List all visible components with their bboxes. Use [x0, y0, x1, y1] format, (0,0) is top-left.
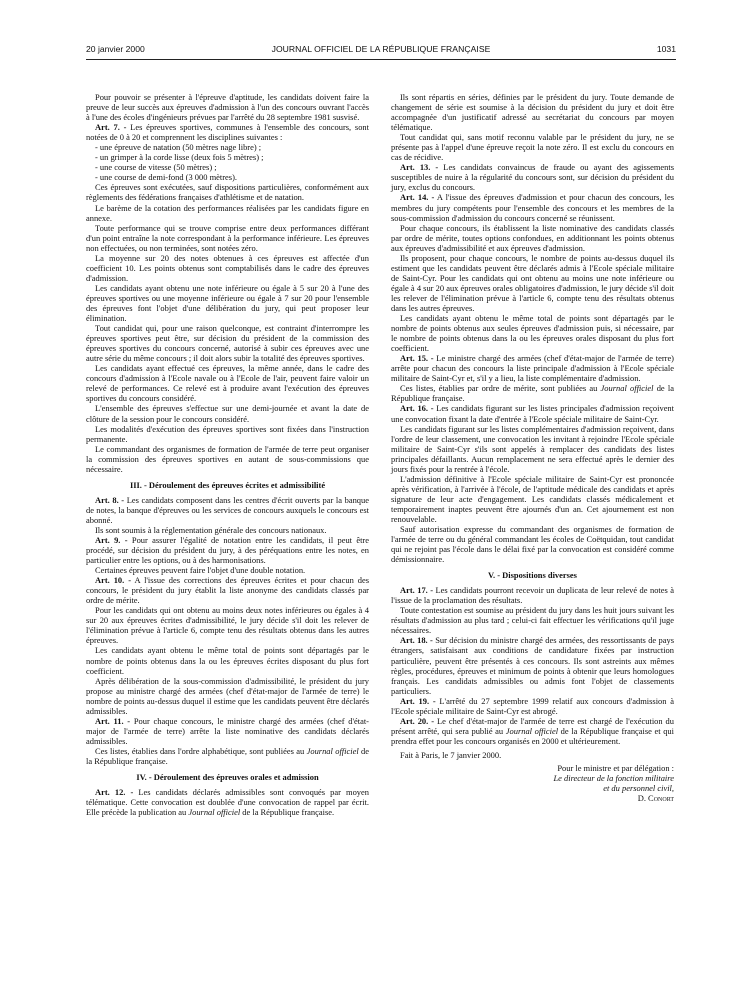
header-date: 20 janvier 2000: [86, 44, 145, 54]
article-text: Les candidats convaincus de fraude ou ayant des agissements susceptibles de nuire à la régularité du concours sont, sur décision du président du jury, exclus du concours.: [391, 162, 674, 193]
signature-title: Le directeur de la fonction militaire: [553, 773, 674, 783]
paragraph: L'admission définitive à l'Ecole spéciale militaire de Saint-Cyr est prononcée après vérification, à l'arrivée à l'école, de l'aptitude médicale des candidats et après signature de leur acte d'engagement. Les candidats classés médicalement et temporairement inaptes peuvent être ajournés d'un an. Cet ajournement est non renouvelable.: [391, 473, 674, 524]
article-label: Art. 14. -: [400, 192, 435, 203]
article-label: Art. 7. -: [95, 122, 127, 133]
list-item: - une épreuve de natation (50 mètres nage libre) ;: [95, 142, 262, 153]
paragraph: Pour les candidats qui ont obtenu au moins deux notes inférieures ou égales à 4 sur 20 aux épreuves écrites d'admissibilité, le jury décide s'il doit les relever de l'élimination prévue à l'article 6, compte tenu des résultats obtenus dans les autres épreuves.: [86, 605, 369, 646]
article-19: [391, 696, 674, 716]
paragraph: Le commandant des organismes de formation de l'armée de terre peut organiser la commission des épreuves sportives en autant de sous-commissions que nécessaire.: [86, 443, 369, 474]
paragraph: Les candidats ayant obtenu le même total de points sont départagés par le nombre de points obtenus dans la ou les épreuves écrites disposant du plus fort coefficient.: [86, 645, 369, 676]
article-15: [391, 353, 674, 383]
page-number: 1031: [656, 44, 676, 54]
signature-block: [391, 763, 674, 803]
article-12: Art. 12. - Les candidats déclarés admissibles sont convoqués par moyen télématique. Cette convocation est doublée d'une convocation de rappel par écrit. Elle précède la publication au Journal officiel de la République française.: [86, 787, 369, 818]
paragraph: Pour pouvoir se présenter à l'épreuve d'aptitude, les candidats doivent faire la preuve de leur succès aux épreuves d'admission à l'un des concours ouvrant l'accès à l'une des écoles d'ingénieurs prévues par l'arrêté du 28 septembre 1981 susvisé.: [86, 92, 369, 123]
article-text: Le ministre chargé des armées (chef d'état-major de l'armée de terre) arrête pour chacun des concours la liste principale d'admission à l'Ecole spéciale militaire de Saint-Cyr et, s'il y a lieu, la liste complémentaire d'admission.: [391, 353, 674, 384]
paragraph: Les modalités d'exécution des épreuves sportives sont fixées dans l'instruction permanente.: [86, 423, 369, 444]
paragraph: Ils sont répartis en séries, définies par le président du jury. Toute demande de changement de série est soumise à la décision du président du jury et doit être accompagnée d'un justificatif adressé au secrétariat du concours par moyen télématique.: [391, 92, 674, 133]
paragraph: Sauf autorisation expresse du commandant des organismes de formation de l'armée de terre ou du général commandant les écoles de Coëtquidan, tout candidat qui ne rejoint pas l'école dans le délai fixé par la convocation est considéré comme démissionnaire.: [391, 524, 674, 565]
article-text: Les épreuves sportives, communes à l'ensemble des concours, sont notées de 0 à 20 et comprennent les disciplines suivantes :: [86, 122, 369, 143]
article-text: Les candidats composent dans les centres d'écrit ouverts par la banque de notes, la banque d'épreuves ou les services de concours auxquels le concours est abonné.: [86, 494, 369, 525]
signature-title: et du personnel civil,: [603, 783, 674, 793]
article-17: [391, 585, 674, 605]
article-18: [391, 635, 674, 695]
article-label: Art. 20. -: [400, 715, 435, 726]
list-item: - une course de demi-fond (3 000 mètres).: [95, 172, 237, 183]
article-14: [391, 192, 674, 222]
article-9: [86, 535, 369, 565]
article-text: Sur décision du ministre chargé des armées, des ressortissants de pays étrangers, satisfaisant aux conditions de candidature fixées par instruction particulière, peuvent être présentés à ces concours. Ils sont astreints aux mêmes règles, procédures, épreuves et minimum de points à obtenir que leurs homologues français. Les candidats admissibles ou admis font l'objet de classements particuliers.: [391, 635, 674, 696]
paragraph: Tout candidat qui, pour une raison quelconque, est contraint d'interrompre les épreuves sportives peut être, sur décision du président de la commission des épreuves sportives du concours concerné, autorisé à subir ces épreuves avec une autre série du même concours ; il doit alors subir la totalité des épreuves sportives.: [86, 323, 369, 364]
journal-name: Journal officiel: [188, 807, 241, 818]
right-column: [391, 92, 674, 803]
journal-name: Journal officiel: [505, 725, 559, 736]
article-label: Art. 15. -: [400, 353, 434, 364]
article-13: [391, 162, 674, 192]
article-label: Art. 13. -: [400, 162, 439, 173]
paragraph: Les candidats ayant effectué ces épreuves, la même année, dans le cadre des concours d'admission à l'Ecole navale ou à l'Ecole de l'air, peuvent faire valoir un relevé de performances. Ce relevé est à produire avant l'exécution des épreuves sportives du concours considéré.: [86, 363, 369, 404]
list-item: - une course de vitesse (50 mètres) ;: [95, 162, 217, 173]
paragraph: Le barème de la cotation des performances réalisées par les candidats figure en annexe.: [86, 202, 369, 223]
left-column: [86, 92, 369, 817]
article-text: Le chef d'état-major de l'armée de terre est chargé de l'exécution du présent arrêté, qui sera publié au: [391, 715, 674, 736]
paragraph: La moyenne sur 20 des notes obtenues à ces épreuves est affectée d'un coefficient 10. Les points obtenus sont comptabilisés dans le cadre des épreuves d'admission.: [86, 252, 369, 283]
paragraph: Les candidats ayant obtenu le même total de points sont départagés par le nombre de points obtenus aux seules épreuves d'admission puis, si nécessaire, par le nombre de points obtenus dans la ou les épreuves orales disposant du plus fort coefficient.: [391, 313, 674, 354]
article-text: A l'issue des corrections des épreuves écrites et pour chacun des concours, le président du jury établit la liste anonyme des candidats classés par ordre de mérite.: [86, 575, 369, 606]
section-heading: IV. - Déroulement des épreuves orales et admission: [136, 772, 319, 783]
article-11: [86, 716, 369, 746]
journal-name: Journal officiel: [600, 383, 654, 394]
signatory-name: D. Conort: [637, 793, 674, 803]
article-label: Art. 9. -: [95, 534, 128, 545]
article-label: Art. 10. -: [95, 575, 132, 586]
article-text: Pour assurer l'égalité de notation entre les candidats, il peut être procédé, sur décision du président du jury, à des péréquations entre les notes, en particulier entre les options, ou à des harmonisations.: [86, 534, 369, 566]
paragraph: Les candidats figurant sur les listes complémentaires d'admission reçoivent, dans l'ordre de leur classement, une convocation les invitant à rejoindre l'Ecole spéciale militaire de Saint-Cyr s'ils sont appelés à remplacer des candidats des listes principales défaillants. Aucun remplacement ne sera effectué après le dernier des jours fixés pour la rentrée à l'école.: [391, 423, 674, 474]
article-20: Art. 20. - Le chef d'état-major de l'armée de terre est chargé de l'exécution du présent arrêté, qui sera publié au Journal officiel de la République française et qui prendra effet pour les concours organisés en 2000 et ultérieurement.: [391, 715, 674, 746]
article-10: [86, 575, 369, 605]
article-text: Pour chaque concours, le ministre chargé des armées (chef d'état-major de l'armée de terre) arrête la liste nominative des candidats déclarés admissibles.: [86, 715, 369, 746]
article-label: Art. 18. -: [400, 635, 433, 646]
article-label: Art. 17. -: [400, 585, 434, 596]
article-text: Les candidats pourront recevoir un duplicata de leur relevé de notes à l'issue de la proclamation des résultats.: [391, 585, 674, 606]
article-16: [391, 403, 674, 423]
paragraph: Certaines épreuves peuvent faire l'objet d'une double notation.: [95, 565, 306, 576]
article-label: Art. 16. -: [400, 403, 434, 414]
paragraph: L'ensemble des épreuves s'effectue sur une demi-journée et avant la date de clôture de la session pour le concours considéré.: [86, 403, 369, 424]
article-label: Art. 8. -: [95, 494, 125, 505]
article-8: [86, 495, 369, 525]
article-label: Art. 11. -: [95, 715, 131, 726]
article-text: Les candidats déclarés admissibles sont convoqués par moyen télématique. Cette convocation est doublée d'une convocation de rappel par écrit. Elle précède la publication au: [86, 787, 369, 818]
paragraph: Les candidats ayant obtenu une note inférieure ou égale à 5 sur 20 à l'une des épreuves sportives ou une moyenne inférieure ou égale à 7 sur 20 pour l'ensemble des épreuves font l'objet d'une délibération du jury, qui peut proposer leur élimination.: [86, 282, 369, 324]
header-rule: [86, 59, 676, 60]
paragraph: Ils sont soumis à la réglementation générale des concours nationaux.: [95, 524, 327, 535]
section-heading: V. - Dispositions diverses: [488, 570, 577, 581]
paragraph: Après délibération de la sous-commission d'admissibilité, le président du jury propose au ministre chargé des armées (chef d'état-major de l'armée de terre) le nombre de points au-dessus duquel il estime que les candidats peuvent être déclarés admissibles.: [86, 675, 369, 716]
article-label: Art. 12. -: [95, 787, 134, 798]
paragraph: Toute performance qui se trouve comprise entre deux performances différant d'un point entraîne la note correspondant à la performance inférieure. Les épreuves non effectuées, ou non terminées, sont notées zéro.: [86, 222, 369, 253]
page-header: [86, 44, 676, 58]
article-7: [86, 122, 369, 142]
paragraph: Ils proposent, pour chaque concours, le nombre de points au-dessus duquel ils estiment que les candidats peuvent être déclarés admis à l'Ecole spéciale militaire de Saint-Cyr. Pour les candidats qui ont obtenu au moins une note inférieure ou égale à 4 sur 20 aux épreuves orales obligatoires d'admission, le jury décide s'il doit les relever de l'élimination prévue à l'article 6, compte tenu des résultats obtenus dans les autres épreuves.: [391, 252, 674, 313]
section-heading: III. - Déroulement des épreuves écrites et admissibilité: [129, 479, 326, 490]
signing-place-date: Fait à Paris, le 7 janvier 2000.: [400, 749, 502, 760]
article-label: Art. 19. -: [400, 695, 436, 706]
journal-name: Journal officiel: [306, 745, 359, 756]
paragraph: Tout candidat qui, sans motif reconnu valable par le président du jury, ne se présente pas à l'appel d'une épreuve reçoit la note zéro. Il est exclu du concours en cas de récidive.: [391, 132, 674, 163]
article-text: L'arrêté du 27 septembre 1999 relatif aux concours d'admission à l'Ecole spéciale militaire de Saint-Cyr est abrogé.: [391, 695, 674, 716]
article-text: A l'issue des épreuves d'admission et pour chacun des concours, les membres du jury compétents pour l'ensemble des concours et les membres de la sous-commission d'admission du concours concerné se réunissent.: [391, 192, 674, 223]
list-item: - un grimper à la corde lisse (deux fois 5 mètres) ;: [95, 152, 264, 163]
paragraph: Pour chaque concours, ils établissent la liste nominative des candidats classés par ordre de mérite, toutes options confondues, en additionnant les points obtenus aux épreuves d'admissibilité et aux épreuves d'admission.: [391, 222, 674, 253]
paragraph: Toute contestation est soumise au président du jury dans les huit jours suivant les résultats d'admission au plus tard ; celui-ci fait effectuer les vérifications qu'il juge nécessaires.: [391, 605, 674, 636]
signature-line: Pour le ministre et par délégation :: [557, 763, 674, 773]
paragraph: Ces listes, établies dans l'ordre alphabétique, sont publiées au Journal officiel de la République française.: [86, 745, 369, 766]
paragraph: Ces listes, établies par ordre de mérite, sont publiées au Journal officiel de la République française.: [391, 383, 674, 404]
paragraph: Ces épreuves sont exécutées, sauf dispositions particulières, conformément aux règlements des fédérations françaises d'athlétisme et de natation.: [86, 182, 369, 203]
header-title: JOURNAL OFFICIEL DE LA RÉPUBLIQUE FRANÇAISE: [271, 44, 491, 54]
article-text: Les candidats figurant sur les listes principales d'admission reçoivent une convocation fixant la date d'entrée à l'Ecole spéciale militaire de Saint-Cyr.: [391, 403, 674, 424]
